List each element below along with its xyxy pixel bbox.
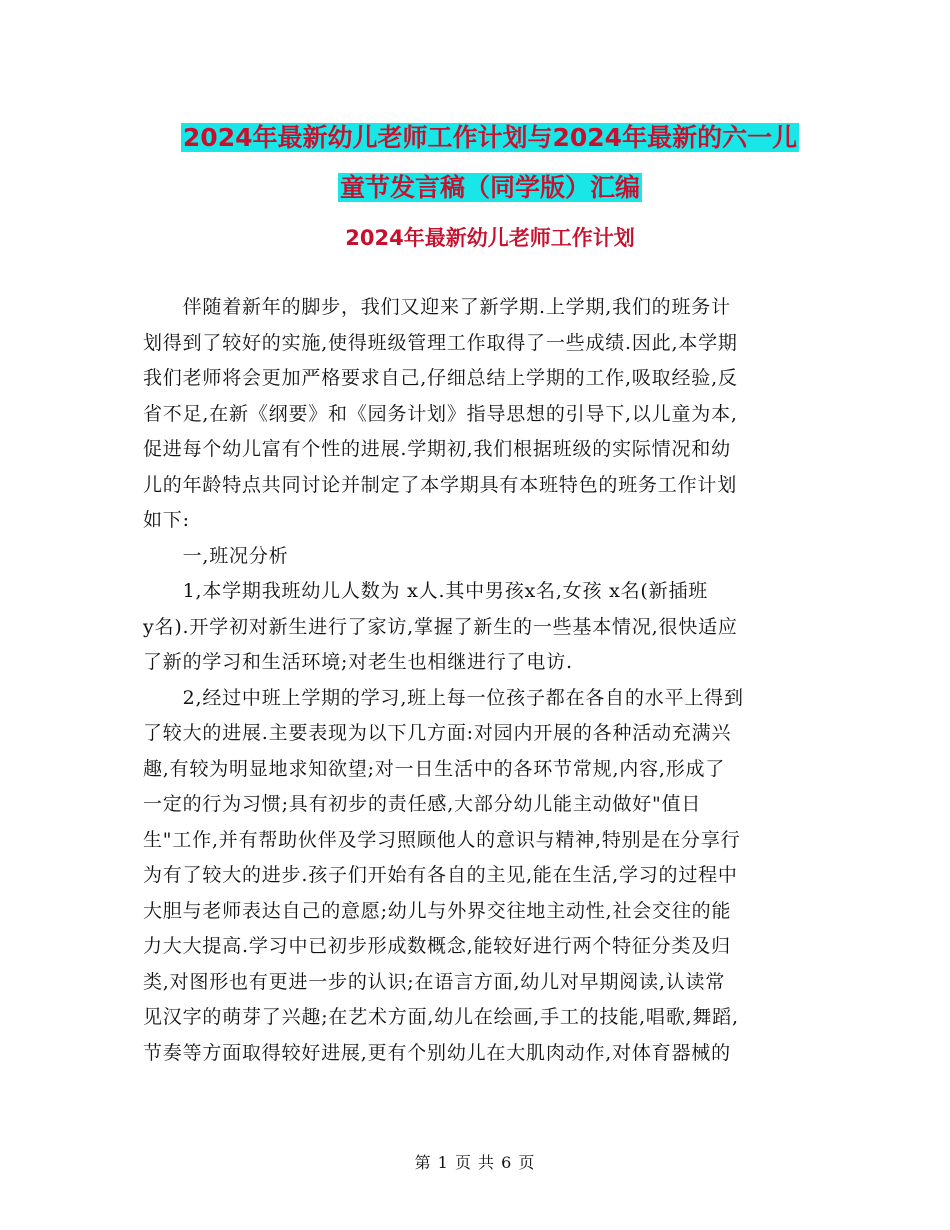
document-title-line-1: 2024年最新幼儿老师工作计划与2024年最新的六一儿 [182, 123, 798, 152]
body-line: 节奏等方面取得较好进展,更有个别幼儿在大肌肉动作,对体育器械的 [143, 1041, 731, 1064]
body-line: 省不足,在新《纲要》和《园务计划》指导思想的引导下,以儿童为本, [143, 402, 738, 425]
section-title: 2024年最新幼儿老师工作计划 [345, 226, 635, 250]
body-line: 2,经过中班上学期的学习,班上每一位孩子都在各自的水平上得到 [143, 686, 744, 709]
body-line: 儿的年龄特点共同讨论并制定了本学期具有本班特色的班务工作计划 [143, 473, 738, 496]
body-line: 一,班况分析 [143, 544, 289, 567]
body-line: 我们老师将会更加严格要求自己,仔细总结上学期的工作,吸取经验,反 [143, 367, 738, 389]
body-line: 力大大提高.学习中已初步形成数概念,能较好进行两个特征分类及归 [143, 935, 731, 957]
body-line: 如下: [143, 509, 190, 531]
body-line: 一定的行为习惯;具有初步的责任感,大部分幼儿能主动做好"值日 [143, 793, 702, 815]
body-line: 生"工作,并有帮助伙伴及学习照顾他人的意识与精神,特别是在分享行 [143, 828, 741, 851]
body-line: 趣,有较为明显地求知欲望;对一日生活中的各环节常规,内容,形成了 [143, 757, 726, 780]
body-line: 伴随着新年的脚步，我们又迎来了新学期.上学期,我们的班务计 [143, 296, 731, 318]
document-title [140, 113, 840, 213]
document-title-line-2: 童节发言稿（同学版）汇编 [339, 173, 640, 202]
body-line: 大胆与老师表达自己的意愿;幼儿与外界交往地主动性,社会交往的能 [143, 899, 732, 922]
body-text [143, 290, 811, 1071]
body-line: 促进每个幼儿富有个性的进展.学期初,我们根据班级的实际情况和幼 [143, 438, 731, 460]
page-footer: 第 1 页 共 6 页 [414, 1153, 536, 1172]
body-line: 了较大的进展.主要表现为以下几方面:对园内开展的各种活动充满兴 [143, 722, 732, 744]
body-line: 见汉字的萌芽了兴趣;在艺术方面,幼儿在绘画,手工的技能,唱歌,舞蹈, [143, 1006, 739, 1028]
body-line: 1,本学期我班幼儿人数为 x人.其中男孩x名,女孩 x名(新插班 [143, 580, 709, 602]
body-line: 了新的学习和生活环境;对老生也相继进行了电访. [143, 651, 573, 673]
body-line: 为有了较大的进步.孩子们开始有各自的主见,能在生活,学习的过程中 [143, 864, 738, 886]
body-line: 类,对图形也有更进一步的认识;在语言方面,幼儿对早期阅读,认读常 [143, 970, 726, 993]
body-line: 划得到了较好的实施,使得班级管理工作取得了一些成绩.因此,本学期 [143, 331, 738, 354]
body-line: y名).开学初对新生进行了家访,掌握了新生的一些基本情况,很快适应 [143, 615, 738, 638]
